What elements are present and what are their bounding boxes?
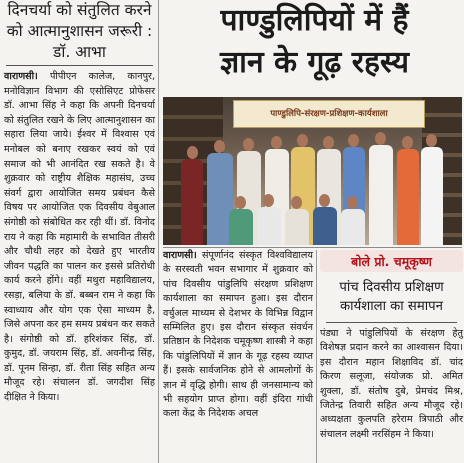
person-head: [187, 146, 198, 159]
person-figure: [397, 149, 419, 245]
person-head: [426, 134, 437, 147]
person-head: [214, 140, 225, 153]
person-figure: [341, 209, 365, 245]
event-photo: [163, 97, 462, 245]
person-head: [271, 136, 282, 149]
person-figure: [181, 159, 203, 245]
person-figure: [313, 207, 337, 245]
subhead-divider: [326, 322, 457, 323]
column-divider: [316, 250, 317, 463]
person-head: [319, 194, 330, 207]
person-figure: [229, 209, 253, 245]
person-head: [375, 132, 386, 145]
left-article-headline: दिनचर्या को संतुलित करने को आत्मानुशासन जरूरी : डॉ. आभा: [6, 1, 153, 61]
person-figure: [369, 145, 393, 245]
main-article-text: संपूर्णानंद संस्कृत विश्वविद्यालय के सरस्वती भवन सभागार में शुक्रवार को पांच दिवसीय पांडुलिपि संरक्षण प्रशिक्षण कार्यशाला का समापन हुआ। इस दौरान वर्चुअल माध्यम से देशभर के विभिन्न विद्वान सम्मिलित हुए। इस दौरान संस्कृत संवर्धन प्रतिष्ठान के निदेशक चमूकृष्ण शास्त्री ने कहा कि पांडुलिपियों में ज्ञान के गूढ़ रहस्य व्याप्त हैं। इसके सार्वजनिक होने से आमलोगों के ज्ञान में वृद्धि होगी। साथ ही जनसामान्य को भी सहयोग प्राप्त होगा। वहीं इंदिरा गांधी कला केंद्र के निदेशक अचल: [163, 250, 313, 420]
quote-tag: बोले प्रो. चमूकृष्ण: [320, 250, 463, 272]
main-article-dateline: वाराणसी।: [163, 250, 197, 261]
person-head: [243, 138, 254, 151]
photo-banner: पाण्डुलिपि-संरक्षण-प्रशिक्षण-कार्यशाला: [233, 100, 425, 128]
person-head: [297, 134, 308, 147]
left-article-body: [2, 70, 157, 406]
side-subhead: पांच दिवसीय प्रशिक्षण कार्यशाला का समापन: [339, 280, 444, 314]
side-box-text: पंड्या ने पांडुलिपियों के संरक्षण हेतु विशेषज्ञ प्रदान करने का आश्वासन दिया। इस दौरान महान शिक्षाविद डॉ. चांद किरण सलूजा, संयोजक प्रो. अमित शुक्ला, डॉ. संतोष दुबे, प्रेमचंद मिश्र, जितेन्द्र तिवारी सहित अन्य मौजूद रहे। अध्यक्षता कुलपति हरेराम त्रिपाठी और संचालन लक्ष्मी नरसिंहम ने किया।: [320, 328, 463, 440]
left-article-dateline: वाराणसी।: [4, 71, 38, 82]
main-headline-line1: पाण्डुलिपियों में हैं: [220, 3, 409, 38]
side-box: [320, 250, 463, 442]
headline-divider: [6, 65, 153, 66]
person-figure: [421, 147, 443, 245]
main-headline: [165, 0, 464, 84]
main-headline-line2: ज्ञान के गूढ़ रहस्य: [219, 45, 410, 80]
person-head: [235, 196, 246, 209]
person-figure: [285, 209, 309, 245]
column-divider: [158, 0, 159, 463]
main-article-body: [163, 249, 313, 422]
person-head: [263, 194, 274, 207]
photo-divider: [163, 247, 462, 248]
left-article-text: पीपीएन कालेज, कानपुर, मनोविज्ञान विभाग की एसोसिएट प्रोफेसर डॉ. आभा सिंह ने कहा कि अपनी दिनचर्या को संतुलित रखने के लिए आत्मानुशासन का सहारा लिया जाये। ईश्वर में विश्वास एवं मनोबल को बनाए रखकर स्वयं को एवं समाज को भी आनंदित रख सकते है। वे शुक्रवार को राष्ट्रीय शैक्षिक महासंघ, उच्च संवर्ग द्वारा आयोजित समय प्रबंधन कैसे विषय पर आयोजित एक दिवसीय वेबुआल संगोष्ठी को संबोधित कर रही थीं। डॉ. विनोद राय ने कहा कि महामारी के सभावित तीसरी और चौथी लहर को देखते हुए भारतीय जीवन पद्धति का पालन कर इससे प्रतिरोधी कार्य करने होंगे। वहीं मथुरा महाविद्यालय, रसड़ा, बलिया के डॉ. बब्बन राम ने कहा कि स्वाध्याय और योग एक ऐसा माध्यम है, जिसे अपना कर हम समय प्रबंधन कर सकते है। संगोष्ठी को डॉ. हरिशंकर सिंह, डॉ. कुमुद, डॉ. जयराम सिंह, डॉ. अवनीन्द्र सिंह, डॉ. पूनम सिन्हा, डॉ. रीता सिंह सहित अन्य मौजूद रहे। संचालन डॉ. जगदीश सिंह दीक्षित ने किया।: [4, 71, 155, 404]
left-article: [2, 0, 157, 463]
person-head: [347, 196, 358, 209]
person-figure: [257, 207, 281, 245]
person-head: [291, 196, 302, 209]
person-head: [402, 136, 413, 149]
person-head: [348, 134, 359, 147]
main-article-paragraph: [163, 249, 313, 422]
person-head: [323, 136, 334, 149]
